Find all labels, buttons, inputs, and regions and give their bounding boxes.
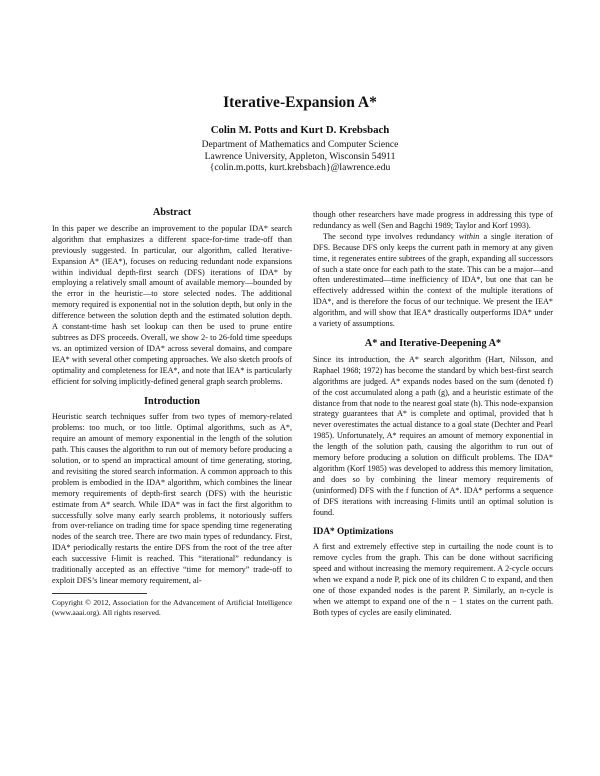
affiliation-address: Lawrence University, Appleton, Wisconsin 54911 (204, 150, 396, 162)
redundancy-paragraph-1: though other researchers have made progress in addressing this type of redundancy as well (Sen and Bagchi 1989; Taylor and Korf 1993). (313, 210, 553, 230)
copyright-notice: Copyright © 2012, Association for the Advancement of Artificial Intelligence (www.aaai.org). All rights reserved. (52, 597, 292, 617)
para2-lead: The second type involves redundancy (323, 231, 459, 241)
astar-heading: A* and Iterative-Deepening A* (364, 337, 502, 349)
introduction-heading: Introduction (144, 395, 200, 407)
affiliation-email: {colin.m.potts, kurt.krebsbach}@lawrence.edu (209, 162, 391, 173)
redundancy-paragraph-2 (313, 232, 553, 330)
paper-title: Iterative-Expansion A* (223, 94, 377, 111)
ida-optimizations-text: A first and extremely effective step in curtailing the node count is to remove cycles from the graph. This can be done without sacrificing speed and without increasing the memory requirement. A 2-cycle occurs when we expand a node P, pick one of its children C to expand, and then one of those expanded nodes is the parent P. Similarly, an n-cycle is when we attempt to expand one of the n − 1 states on the current path. Both types of cycles are easily eliminated. (313, 542, 553, 617)
affiliation-block (0, 139, 600, 174)
abstract-text: In this paper we describe an improvement to the popular IDA* search algorithm that emphasizes a different space-for-time trade-off than previously suggested. In particular, our algorithm, called Iterative-Expansion A* (IEA*), focuses on reducing redundant node expansions within individual depth-first search (DFS) iterations of IDA* by employing a relatively small amount of available memory—bounded by the error in the heuristic—to store selected nodes. The additional memory required is exponential not in the solution depth, but only in the difference between the solution depth and the estimated solution depth. A constant-time hash set lookup can then be used to prune entire subtrees as DFS proceeds. Overall, we show 2- to 26-fold time speedups vs. an optimized version of IDA* across several domains, and compare IEA* with several other competing approaches. We also sketch proofs of optimality and completeness for IEA*, and note that IEA* is particularly efficient for solving implicitly-defined general graph search problems. (52, 223, 292, 386)
astar-text: Since its introduction, the A* search algorithm (Hart, Nilsson, and Raphael 1968; 1972) has become the standard by which best-first search algorithms are judged. A* expands nodes based on the sum (denoted f) of the cost accumulated along a path (g), and a heuristic estimate of the distance from that node to the nearest goal state (h). This node-expansion strategy guarantees that A* is complete and optimal, provided that h never overestimates the actual distance to a goal state (Dechter and Pearl 1985). Unfortunately, A* requires an amount of memory exponential in the length of the solution path, causing the algorithm to run out of memory before producing a solution on difficult problems. The IDA* algorithm (Korf 1985) was developed to address this memory limitation, and does so by combining the linear memory requirements of (uninformed) DFS with the f function of A*. IDA* performs a sequence of DFS iterations with increasing f-limits until an optimal solution is found. (313, 354, 553, 517)
introduction-text: Heuristic search techniques suffer from two types of memory-related problems: too much, or too little. Optimal algorithms, such as A*, require an amount of memory exponential in the length of the solution path. This causes the algorithm to run out of memory before producing a solution, or to spend an impractical amount of time generating, storing, and revisiting the stored search information. A common approach to this problem is embodied in the IDA* algorithm, which combines the linear memory requirements of depth-first search (DFS) with the heuristic estimate from A* search. While IDA* was in fact the first algorithm to successfully solve many early search problems, it notoriously suffers from over-reliance on trading time for space spending time regenerating nodes of the search tree. There are two main types of redundancy. First, IDA* periodically restarts the entire DFS from the root of the tree after each successive f-limit is reached. This “iterational” redundancy is traditionally accepted as an effective “time for memory” trade-off to exploit DFS’s linear memory requirement, al- (52, 412, 292, 585)
para2-rest: a single iteration of DFS. Because DFS only keeps the current path in memory at any given time, it regenerates entire subtrees of the graph, expanding all successors of such a state once for each path to the state. This can be a major—and often underestimated—time inefficiency of IDA*, but one that can be effectively addressed within the context of the multiple iterations of IDA*, and is therefore the focus of our technique. We present the IEA* algorithm, and will show that IEA* drastically outperforms IDA* under a variety of assumptions. (313, 231, 554, 329)
footnote-rule (52, 593, 147, 594)
affiliation-department: Department of Mathematics and Computer Science (201, 139, 399, 150)
para2-emphasis: within (458, 231, 480, 241)
right-column (313, 210, 553, 619)
abstract-heading: Abstract (152, 207, 192, 218)
paper-authors: Colin M. Potts and Kurt D. Krebsbach (210, 124, 390, 136)
left-column (52, 208, 292, 617)
ida-optimizations-heading: IDA* Optimizations (313, 527, 394, 538)
